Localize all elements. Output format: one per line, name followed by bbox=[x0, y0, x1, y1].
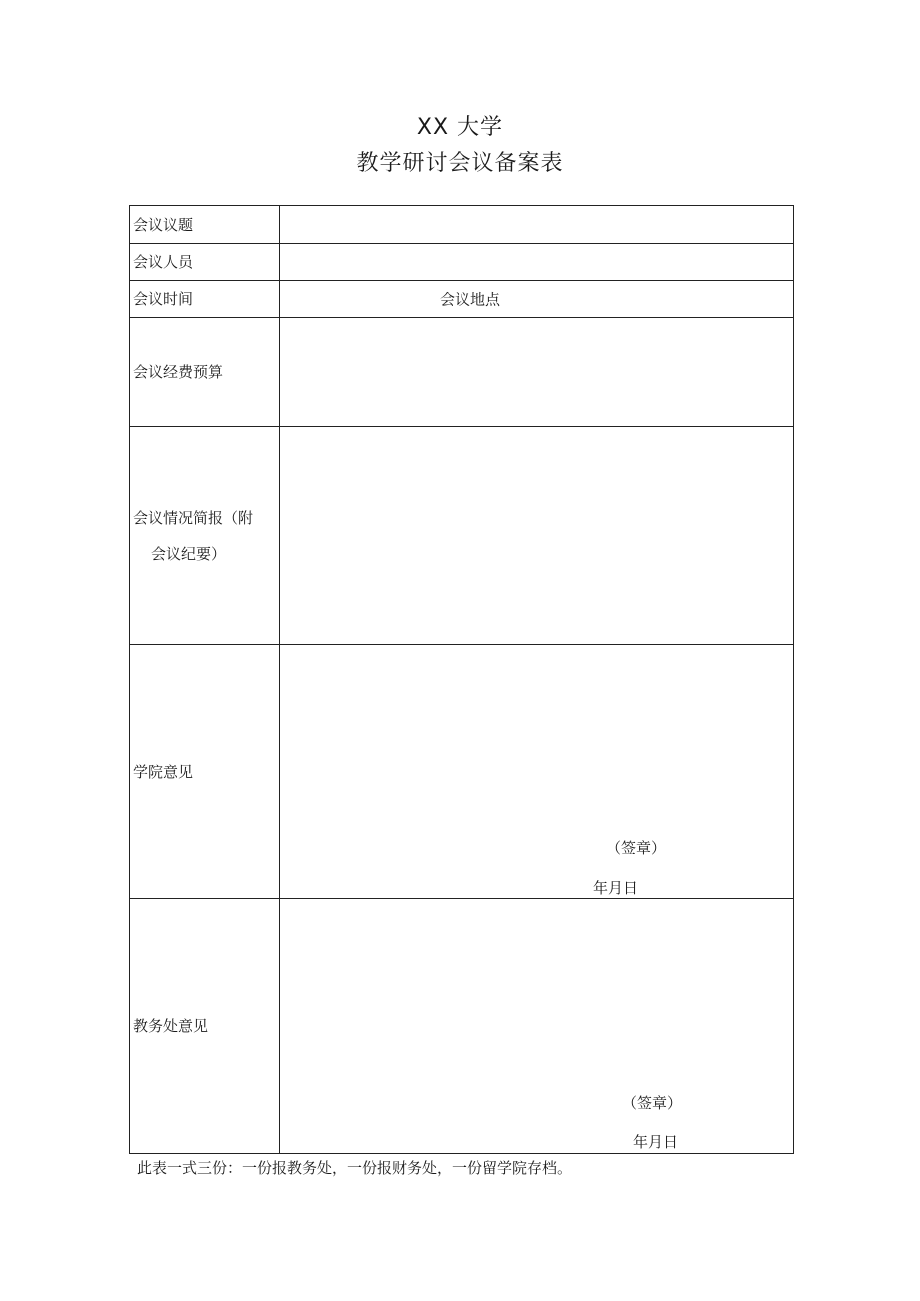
attendees-input-cell[interactable] bbox=[280, 244, 794, 281]
topic-label-cell bbox=[130, 206, 280, 244]
college-opinion-row bbox=[130, 645, 794, 899]
budget-label: 会议经费预算 bbox=[133, 363, 224, 381]
office-label-cell bbox=[130, 899, 280, 1154]
college-date-label: 年月日 bbox=[593, 879, 639, 897]
office-sign-label: （签章） bbox=[622, 1094, 683, 1112]
office-opinion-row bbox=[130, 899, 794, 1154]
office-opinion-cell[interactable] bbox=[280, 899, 794, 1154]
footnote: 此表一式三份：一份报教务处，一份报财务处，一份留学院存档。 bbox=[137, 1159, 573, 1177]
report-input-cell[interactable] bbox=[280, 427, 794, 645]
topic-input-cell[interactable] bbox=[280, 206, 794, 244]
college-label-cell bbox=[130, 645, 280, 899]
report-label-line2: 会议纪要） bbox=[151, 544, 227, 563]
budget-row bbox=[130, 318, 794, 427]
place-label: 会议地点 bbox=[440, 290, 501, 309]
topic-label: 会议议题 bbox=[133, 215, 194, 234]
time-label-cell bbox=[130, 281, 280, 318]
registration-form-table bbox=[129, 205, 794, 1154]
office-date-label: 年月日 bbox=[633, 1133, 679, 1151]
report-label-cell bbox=[130, 427, 280, 645]
time-label: 会议时间 bbox=[133, 290, 194, 308]
college-opinion-cell[interactable] bbox=[280, 645, 794, 899]
time-place-input-cell[interactable] bbox=[280, 281, 794, 318]
topic-row bbox=[130, 206, 794, 244]
attendees-row bbox=[130, 244, 794, 281]
budget-input-cell[interactable] bbox=[280, 318, 794, 427]
office-label: 教务处意见 bbox=[133, 1017, 209, 1035]
attendees-label: 会议人员 bbox=[133, 253, 194, 271]
report-label bbox=[132, 500, 279, 572]
time-place-row bbox=[130, 281, 794, 318]
report-row bbox=[130, 427, 794, 645]
attendees-label-cell bbox=[130, 244, 280, 281]
report-label-line1: 会议情况简报（附 bbox=[133, 508, 254, 527]
college-sign-label: （签章） bbox=[606, 839, 667, 857]
university-name: XX 大学 bbox=[416, 115, 504, 140]
college-label: 学院意见 bbox=[133, 762, 194, 781]
form-title: 教学研讨会议备案表 bbox=[356, 151, 564, 176]
budget-label-cell bbox=[130, 318, 280, 427]
